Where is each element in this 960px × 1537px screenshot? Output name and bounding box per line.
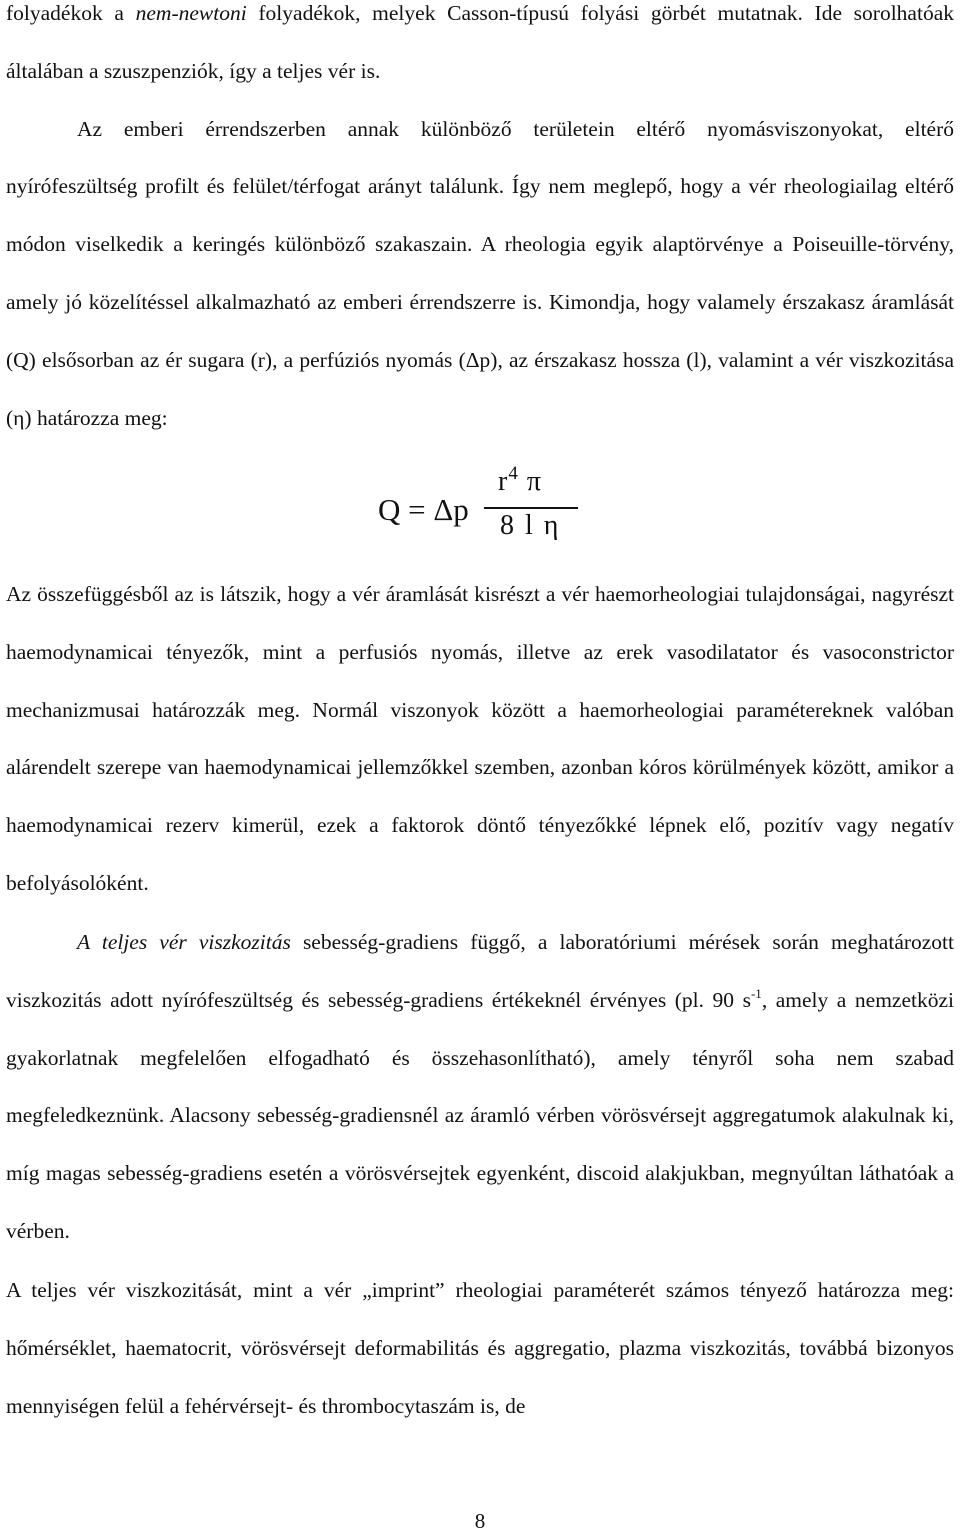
paragraph-non-newtonian-poiseuille — [6, 0, 954, 447]
formula-exponent: 4 — [508, 463, 519, 484]
italic-term-whole-blood-viscosity: A teljes vér viszkozitás — [77, 930, 291, 954]
paragraph-text-segment: , amely a nemzetközi gyakorlatnak megfelelően elfogadható és összehasonlítható), amely tényről soha nem szabad megfeledkeznünk. Alacsony sebesség-gradiensnél az áramló vérben vörösvérsejt aggregatumok alakulnak ki, míg magas sebesség-gradiens esetén a vörösvérsejtek egyenként, discoid alakjukban, megnyúltan láthatóak a vérben. — [6, 987, 954, 1243]
page-number: 8 — [474, 1509, 486, 1533]
paragraph-text-segment: Az emberi érrendszerben annak különböző területein eltérő nyomásviszonyokat, eltérő nyírófeszültség profilt és felület/térfogat arányt találunk. Így nem meglepő, hogy a vér rheologiailag eltérő módon viselkedik a keringés különböző szakaszain. A rheologia egyik alaptörvénye a Poiseuille-törvény, amely jó közelítéssel alkalmazható az emberi érrendszerre is. Kimondja, hogy valamely érszakasz áramlását (Q) elsősorban az ér sugara (r), a perfúziós nyomás (Δp), az érszakasz hossza (l), valamint a vér viszkozitása (η) határozza meg: — [6, 116, 954, 430]
formula-denominator: 8 l η — [500, 510, 561, 541]
paragraph-viscosity-factors: A teljes vér viszkozitását, mint a vér „imprint” rheologiai paraméterét számos tényező határozza meg: hőmérséklet, haematocrit, vörösvérsejt deformabilitás és aggregatio, plazma viszkozitás, továbbá bizonyos mennyiségen felül a fehérvérsejt- és thrombocytaszám is, de — [6, 1278, 954, 1418]
paragraph-whole-blood-viscosity — [6, 914, 954, 1261]
paragraph-text-segment: folyadékok a — [6, 1, 136, 25]
formula-numerator — [498, 464, 542, 500]
paragraph-text-segment: sebesség-gradiens függő, a laboratóriumi mérések során meghatározott viszkozitás adott nyírófeszültség és sebesség-gradiens értékeknél érvényes (pl. 90 s — [6, 930, 955, 1012]
formula-pi: π — [518, 466, 542, 497]
paragraph-haemorheology: Az összefüggésből az is látszik, hogy a vér áramlását kisrészt a vér haemorheologiai tulajdonságai, nagyrészt haemodynamicai tényezők, mint a perfusiós nyomás, illetve az erek vasodilatator és vasoconstrictor mechanizmusai határozzák meg. Normál viszonyok között a haemorheologiai paramétereknek valóban alárendelt szerepe van haemodynamicai jellemzőkkel szemben, azonban kóros körülmények között, amikor a haemodynamicai rezerv kimerül, ezek a faktorok döntő tényezőkké lépnek elő, pozitív vagy negatív befolyásolóként. — [6, 582, 954, 895]
italic-term-non-newtonian: nem-newtoni — [135, 1, 247, 25]
formula-radius: r — [498, 466, 509, 497]
superscript-unit: -1 — [750, 985, 762, 1001]
poiseuille-formula — [0, 462, 960, 552]
paragraph-text-segment: folyadékok, melyek Casson-típusú folyási görbét mutatnak. Ide sorolhatóak általában a szuszpenziók, így a teljes vér is. — [6, 1, 954, 83]
formula-left-side: Q = Δp — [378, 492, 469, 527]
